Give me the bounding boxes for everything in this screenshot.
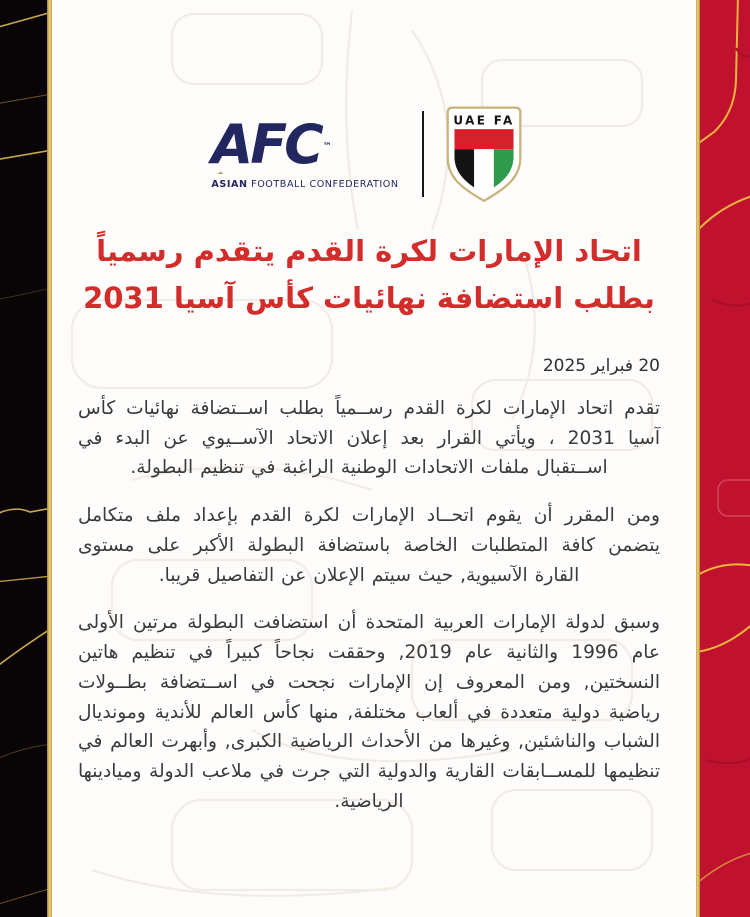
- document-page: [52, 0, 696, 917]
- logo-divider: [422, 111, 424, 197]
- afc-logo: [211, 112, 404, 190]
- trademark-symbol: ™: [322, 141, 332, 152]
- uaefa-label: UAE FA: [452, 113, 515, 128]
- paragraph-3: وسبق لدولة الإمارات العربية المتحدة أن استضافت البطولة مرتين الأولى عام 1996 والثانية عام 2019, وحققت نجاحاً كبيراً في تنظيم هاتين النسختين, ومن المعروف إن الإمارات نجحت في اســتضافة بطــولات رياضية دولية متعددة في ألعاب مختلفة, منها كأس العالم للأندية ومونديال الشباب والناشئين, وغيرها من الأحداث الرياضية الكبرى, وأبهرت العالم في تنظيمها للمســابقات القارية والدولية التي جرت في ملاعب الدولة وميادينها الرياضية.: [78, 612, 660, 812]
- right-band-pattern-icon: [700, 0, 750, 917]
- date-line: 20 فبراير 2025: [542, 355, 660, 376]
- left-band-pattern-icon: [0, 0, 47, 917]
- headline: [78, 228, 660, 322]
- afc-wordmark: AFC ™: [211, 112, 332, 176]
- paragraph-2: ومن المقرر أن يقوم اتحــاد الإمارات لكرة القدم بإعداد ملف متكامل يتضمن كافة المتطلبات الخاصة باستضافة البطولة الأكبر على مستوى القارة الآسيوية, حيث سيتم الإعلان عن التفاصيل قريبا.: [78, 505, 660, 586]
- uaefa-shield-icon: [441, 104, 527, 204]
- headline-line-2: بطلب استضافة نهائيات كأس آسيا 2031: [83, 280, 655, 315]
- right-ornament-band: [700, 0, 750, 917]
- logo-row: [78, 104, 660, 204]
- afc-subtitle: ASIAN FOOTBALL CONFEDERATION: [211, 178, 399, 190]
- body-text: [78, 394, 660, 817]
- headline-line-1: اتحاد الإمارات لكرة القدم يتقدم رسمياً: [96, 234, 642, 268]
- left-ornament-band: [0, 0, 47, 917]
- paragraph-1: تقدم اتحاد الإمارات لكرة القدم رســمياً بطلب اســتضافة نهائيات كأس آسيا 2031 ، ويأتي القرار بعد إعلان الاتحاد الآســيوي عن البدء في اســتقبال ملفات الاتحادات الوطنية الراغبة في تنظيم البطولة.: [78, 397, 660, 479]
